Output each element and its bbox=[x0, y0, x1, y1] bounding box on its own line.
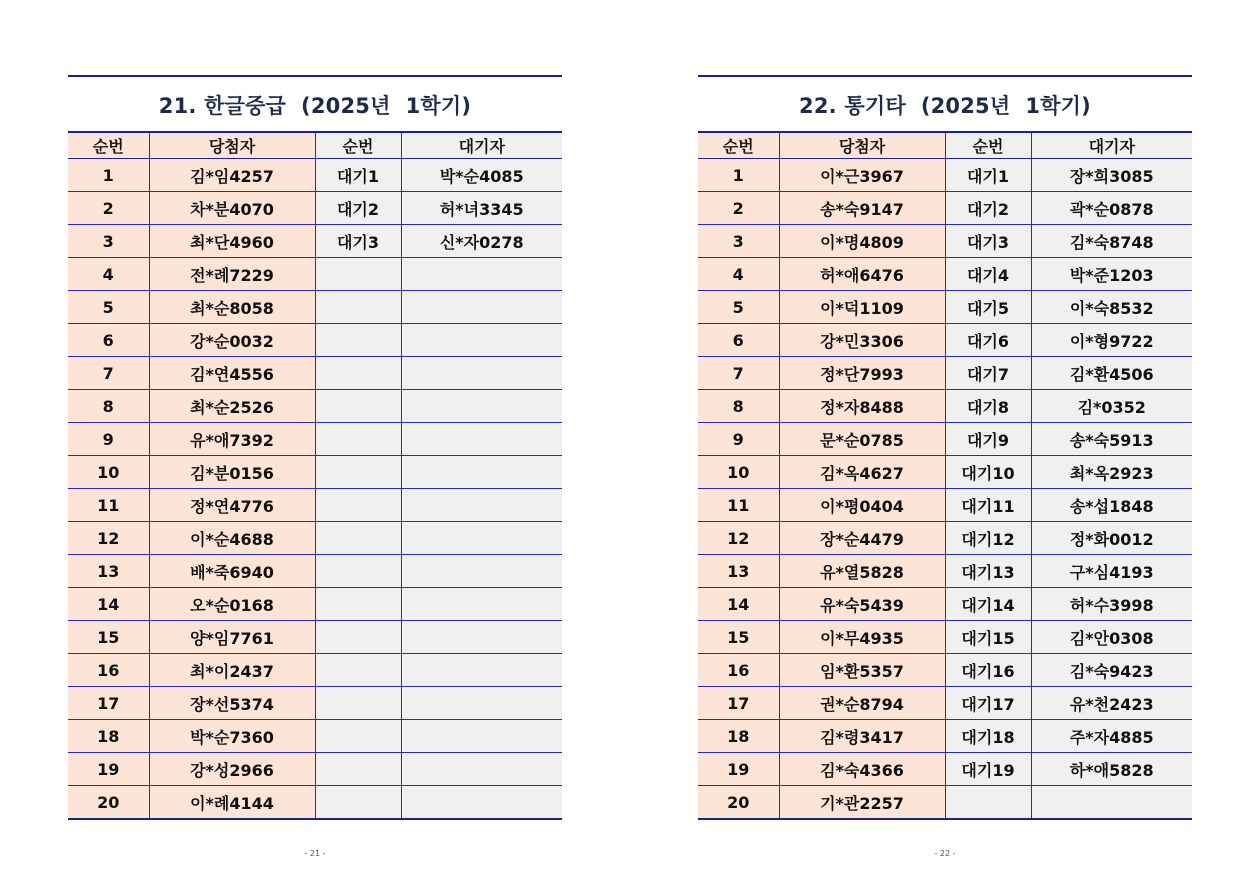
wait-number bbox=[315, 654, 401, 687]
wait-number bbox=[315, 588, 401, 621]
roster-table bbox=[698, 131, 1192, 820]
wait-number bbox=[315, 687, 401, 720]
waiter-name bbox=[401, 720, 562, 753]
header-number: 순번 bbox=[698, 132, 779, 159]
row-number: 18 bbox=[68, 720, 149, 753]
waiter-name bbox=[401, 687, 562, 720]
row-number: 7 bbox=[68, 357, 149, 390]
waiter-name: 김*0352 bbox=[1031, 390, 1192, 423]
table-row bbox=[68, 192, 562, 225]
table-row bbox=[698, 687, 1192, 720]
winner-name: 장*선5374 bbox=[149, 687, 315, 720]
winner-name: 최*단4960 bbox=[149, 225, 315, 258]
header-waiter: 대기자 bbox=[1031, 132, 1192, 159]
waiter-name: 최*옥2923 bbox=[1031, 456, 1192, 489]
waiter-name bbox=[401, 423, 562, 456]
header-wait-number: 순번 bbox=[945, 132, 1031, 159]
winner-name: 김*숙4366 bbox=[779, 753, 945, 786]
table-row bbox=[698, 423, 1192, 456]
wait-number bbox=[315, 291, 401, 324]
wait-number: 대기15 bbox=[945, 621, 1031, 654]
waiter-name bbox=[401, 258, 562, 291]
winner-name: 이*평0404 bbox=[779, 489, 945, 522]
winner-name: 최*이2437 bbox=[149, 654, 315, 687]
winner-name: 전*례7229 bbox=[149, 258, 315, 291]
table-row bbox=[68, 159, 562, 192]
waiter-name: 이*형9722 bbox=[1031, 324, 1192, 357]
waiter-name: 이*숙8532 bbox=[1031, 291, 1192, 324]
wait-number: 대기13 bbox=[945, 555, 1031, 588]
waiter-name: 곽*순0878 bbox=[1031, 192, 1192, 225]
wait-number: 대기16 bbox=[945, 654, 1031, 687]
winner-name: 유*애7392 bbox=[149, 423, 315, 456]
table-row bbox=[698, 786, 1192, 820]
row-number: 17 bbox=[68, 687, 149, 720]
table-row bbox=[68, 423, 562, 456]
table-row bbox=[68, 753, 562, 786]
table-row bbox=[68, 291, 562, 324]
roster-table bbox=[68, 131, 562, 820]
table-row bbox=[68, 324, 562, 357]
wait-number: 대기3 bbox=[945, 225, 1031, 258]
waiter-name: 박*준1203 bbox=[1031, 258, 1192, 291]
wait-number bbox=[315, 423, 401, 456]
waiter-name bbox=[401, 654, 562, 687]
table-row bbox=[698, 225, 1192, 258]
table-row bbox=[698, 489, 1192, 522]
wait-number bbox=[315, 621, 401, 654]
winner-name: 오*순0168 bbox=[149, 588, 315, 621]
winner-name: 이*근3967 bbox=[779, 159, 945, 192]
row-number: 5 bbox=[698, 291, 779, 324]
row-number: 14 bbox=[68, 588, 149, 621]
waiter-name: 김*안0308 bbox=[1031, 621, 1192, 654]
wait-number bbox=[315, 324, 401, 357]
winner-name: 송*숙9147 bbox=[779, 192, 945, 225]
wait-number: 대기17 bbox=[945, 687, 1031, 720]
page-number: - 22 - bbox=[934, 849, 956, 858]
waiter-name: 허*수3998 bbox=[1031, 588, 1192, 621]
table-row bbox=[698, 753, 1192, 786]
winner-name: 김*분0156 bbox=[149, 456, 315, 489]
winner-name: 이*례4144 bbox=[149, 786, 315, 820]
wait-number bbox=[315, 720, 401, 753]
waiter-name bbox=[401, 357, 562, 390]
row-number: 9 bbox=[698, 423, 779, 456]
row-number: 1 bbox=[68, 159, 149, 192]
row-number: 9 bbox=[68, 423, 149, 456]
header-row bbox=[698, 132, 1192, 159]
table-row bbox=[68, 522, 562, 555]
winner-name: 강*순0032 bbox=[149, 324, 315, 357]
page-21 bbox=[68, 0, 562, 891]
winner-name: 기*관2257 bbox=[779, 786, 945, 820]
wait-number: 대기8 bbox=[945, 390, 1031, 423]
table-row bbox=[698, 720, 1192, 753]
wait-number bbox=[315, 357, 401, 390]
winner-name: 최*순2526 bbox=[149, 390, 315, 423]
waiter-name bbox=[1031, 786, 1192, 820]
wait-number: 대기2 bbox=[945, 192, 1031, 225]
table-row bbox=[68, 786, 562, 820]
wait-number: 대기19 bbox=[945, 753, 1031, 786]
row-number: 12 bbox=[68, 522, 149, 555]
header-row bbox=[68, 132, 562, 159]
wait-number: 대기18 bbox=[945, 720, 1031, 753]
wait-number: 대기9 bbox=[945, 423, 1031, 456]
winner-name: 이*순4688 bbox=[149, 522, 315, 555]
waiter-name bbox=[401, 489, 562, 522]
winner-name: 강*성2966 bbox=[149, 753, 315, 786]
wait-number: 대기10 bbox=[945, 456, 1031, 489]
table-row bbox=[698, 159, 1192, 192]
winner-name: 유*열5828 bbox=[779, 555, 945, 588]
table-row bbox=[68, 588, 562, 621]
waiter-name: 신*자0278 bbox=[401, 225, 562, 258]
row-number: 3 bbox=[68, 225, 149, 258]
wait-number bbox=[315, 456, 401, 489]
header-number: 순번 bbox=[68, 132, 149, 159]
row-number: 7 bbox=[698, 357, 779, 390]
table-row bbox=[68, 357, 562, 390]
row-number: 13 bbox=[68, 555, 149, 588]
winner-name: 강*민3306 bbox=[779, 324, 945, 357]
wait-number: 대기2 bbox=[315, 192, 401, 225]
row-number: 3 bbox=[698, 225, 779, 258]
wait-number: 대기4 bbox=[945, 258, 1031, 291]
winner-name: 정*자8488 bbox=[779, 390, 945, 423]
row-number: 11 bbox=[68, 489, 149, 522]
winner-name: 박*순7360 bbox=[149, 720, 315, 753]
row-number: 11 bbox=[698, 489, 779, 522]
waiter-name bbox=[401, 588, 562, 621]
waiter-name: 정*화0012 bbox=[1031, 522, 1192, 555]
wait-number bbox=[315, 390, 401, 423]
winner-name: 허*애6476 bbox=[779, 258, 945, 291]
row-number: 6 bbox=[698, 324, 779, 357]
waiter-name: 김*숙8748 bbox=[1031, 225, 1192, 258]
table-row bbox=[68, 456, 562, 489]
table-row bbox=[698, 357, 1192, 390]
row-number: 14 bbox=[698, 588, 779, 621]
winner-name: 배*죽6940 bbox=[149, 555, 315, 588]
row-number: 8 bbox=[698, 390, 779, 423]
waiter-name: 하*애5828 bbox=[1031, 753, 1192, 786]
row-number: 15 bbox=[68, 621, 149, 654]
row-number: 2 bbox=[68, 192, 149, 225]
waiter-name bbox=[401, 522, 562, 555]
wait-number: 대기1 bbox=[945, 159, 1031, 192]
table-row bbox=[68, 621, 562, 654]
table-row bbox=[698, 258, 1192, 291]
wait-number bbox=[315, 786, 401, 820]
table-row bbox=[68, 258, 562, 291]
winner-name: 이*무4935 bbox=[779, 621, 945, 654]
table-row bbox=[698, 291, 1192, 324]
section-title: 22. 통기타 (2025년 1학기) bbox=[799, 94, 1091, 118]
wait-number bbox=[315, 753, 401, 786]
winner-name: 정*연4776 bbox=[149, 489, 315, 522]
waiter-name bbox=[401, 786, 562, 820]
table-row bbox=[68, 687, 562, 720]
row-number: 4 bbox=[68, 258, 149, 291]
winner-name: 김*옥4627 bbox=[779, 456, 945, 489]
wait-number: 대기6 bbox=[945, 324, 1031, 357]
table-row bbox=[698, 324, 1192, 357]
header-winner: 당첨자 bbox=[779, 132, 945, 159]
row-number: 10 bbox=[68, 456, 149, 489]
row-number: 13 bbox=[698, 555, 779, 588]
table-row bbox=[698, 621, 1192, 654]
winner-name: 이*명4809 bbox=[779, 225, 945, 258]
page-22 bbox=[698, 0, 1192, 891]
wait-number: 대기14 bbox=[945, 588, 1031, 621]
table-row bbox=[698, 555, 1192, 588]
winner-name: 차*분4070 bbox=[149, 192, 315, 225]
row-number: 19 bbox=[698, 753, 779, 786]
row-number: 20 bbox=[68, 786, 149, 820]
page-number: - 21 - bbox=[304, 849, 326, 858]
table-row bbox=[698, 456, 1192, 489]
header-wait-number: 순번 bbox=[315, 132, 401, 159]
waiter-name: 허*녀3345 bbox=[401, 192, 562, 225]
row-number: 8 bbox=[68, 390, 149, 423]
wait-number bbox=[315, 555, 401, 588]
header-winner: 당첨자 bbox=[149, 132, 315, 159]
row-number: 20 bbox=[698, 786, 779, 820]
table-row bbox=[68, 720, 562, 753]
winner-name: 정*단7993 bbox=[779, 357, 945, 390]
winner-name: 최*순8058 bbox=[149, 291, 315, 324]
table-row bbox=[698, 390, 1192, 423]
waiter-name bbox=[401, 621, 562, 654]
waiter-name: 김*환4506 bbox=[1031, 357, 1192, 390]
wait-number: 대기3 bbox=[315, 225, 401, 258]
wait-number: 대기5 bbox=[945, 291, 1031, 324]
row-number: 12 bbox=[698, 522, 779, 555]
row-number: 2 bbox=[698, 192, 779, 225]
winner-name: 이*덕1109 bbox=[779, 291, 945, 324]
table-row bbox=[68, 489, 562, 522]
row-number: 19 bbox=[68, 753, 149, 786]
row-number: 6 bbox=[68, 324, 149, 357]
wait-number: 대기11 bbox=[945, 489, 1031, 522]
winner-name: 장*순4479 bbox=[779, 522, 945, 555]
section-title-bar bbox=[698, 75, 1192, 133]
row-number: 16 bbox=[698, 654, 779, 687]
wait-number: 대기1 bbox=[315, 159, 401, 192]
table-row bbox=[68, 654, 562, 687]
row-number: 18 bbox=[698, 720, 779, 753]
waiter-name: 송*숙5913 bbox=[1031, 423, 1192, 456]
table-row bbox=[698, 192, 1192, 225]
header-waiter: 대기자 bbox=[401, 132, 562, 159]
winner-name: 김*연4556 bbox=[149, 357, 315, 390]
winner-name: 권*순8794 bbox=[779, 687, 945, 720]
waiter-name: 주*자4885 bbox=[1031, 720, 1192, 753]
waiter-name: 장*희3085 bbox=[1031, 159, 1192, 192]
table-row bbox=[698, 654, 1192, 687]
waiter-name bbox=[401, 456, 562, 489]
winner-name: 유*숙5439 bbox=[779, 588, 945, 621]
table-row bbox=[68, 555, 562, 588]
wait-number: 대기7 bbox=[945, 357, 1031, 390]
wait-number: 대기12 bbox=[945, 522, 1031, 555]
waiter-name: 송*섭1848 bbox=[1031, 489, 1192, 522]
section-title-bar bbox=[68, 75, 562, 133]
waiter-name bbox=[401, 390, 562, 423]
row-number: 15 bbox=[698, 621, 779, 654]
section-title: 21. 한글중급 (2025년 1학기) bbox=[158, 94, 472, 118]
wait-number bbox=[315, 522, 401, 555]
waiter-name bbox=[401, 555, 562, 588]
winner-name: 양*임7761 bbox=[149, 621, 315, 654]
wait-number bbox=[945, 786, 1031, 820]
wait-number bbox=[315, 489, 401, 522]
row-number: 4 bbox=[698, 258, 779, 291]
winner-name: 김*령3417 bbox=[779, 720, 945, 753]
table-row bbox=[68, 225, 562, 258]
waiter-name: 유*천2423 bbox=[1031, 687, 1192, 720]
row-number: 17 bbox=[698, 687, 779, 720]
waiter-name: 구*심4193 bbox=[1031, 555, 1192, 588]
waiter-name bbox=[401, 291, 562, 324]
waiter-name bbox=[401, 753, 562, 786]
table-row bbox=[698, 522, 1192, 555]
waiter-name: 김*숙9423 bbox=[1031, 654, 1192, 687]
waiter-name: 박*순4085 bbox=[401, 159, 562, 192]
row-number: 10 bbox=[698, 456, 779, 489]
table-row bbox=[698, 588, 1192, 621]
winner-name: 문*순0785 bbox=[779, 423, 945, 456]
table-row bbox=[68, 390, 562, 423]
waiter-name bbox=[401, 324, 562, 357]
row-number: 1 bbox=[698, 159, 779, 192]
winner-name: 김*임4257 bbox=[149, 159, 315, 192]
winner-name: 임*환5357 bbox=[779, 654, 945, 687]
row-number: 5 bbox=[68, 291, 149, 324]
wait-number bbox=[315, 258, 401, 291]
row-number: 16 bbox=[68, 654, 149, 687]
